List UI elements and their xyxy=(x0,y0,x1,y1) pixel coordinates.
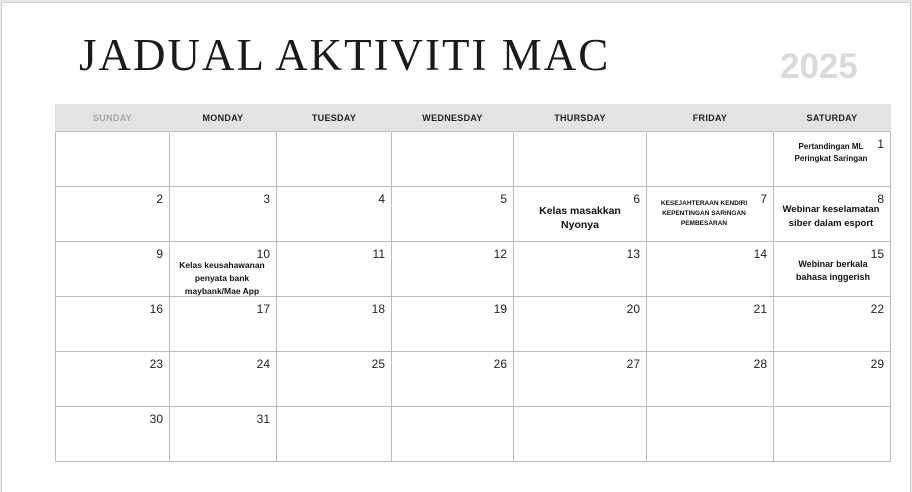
week-row xyxy=(56,297,891,352)
week-row xyxy=(56,187,891,242)
day-number: 11 xyxy=(372,247,385,261)
day-cell[interactable] xyxy=(392,352,514,407)
week-row xyxy=(56,407,891,462)
day-number: 23 xyxy=(149,357,163,371)
event-text: Pertandingan ML Peringkat Saringan xyxy=(794,142,868,163)
day-cell-mar10[interactable] xyxy=(170,242,277,297)
day-number: 19 xyxy=(493,302,507,316)
day-number: 2 xyxy=(156,192,163,206)
week-row xyxy=(56,132,891,187)
day-cell[interactable] xyxy=(277,352,392,407)
day-cell[interactable] xyxy=(277,132,392,187)
day-number: 27 xyxy=(626,357,640,371)
day-number: 3 xyxy=(263,192,270,206)
week-row xyxy=(56,242,891,297)
day-cell[interactable] xyxy=(277,187,392,242)
day-cell[interactable] xyxy=(392,187,514,242)
calendar-grid xyxy=(55,104,891,462)
day-number: 22 xyxy=(870,302,884,316)
calendar-page xyxy=(1,2,911,492)
day-cell[interactable] xyxy=(56,187,170,242)
day-cell[interactable] xyxy=(392,132,514,187)
day-cell[interactable] xyxy=(514,242,647,297)
day-number: 1 xyxy=(877,137,884,151)
weekday-thursday: THURSDAY xyxy=(514,104,647,132)
day-number: 28 xyxy=(753,357,767,371)
event-text: Kelas masakkan Nyonya xyxy=(539,205,621,231)
day-number: 16 xyxy=(149,302,163,316)
day-cell[interactable] xyxy=(56,132,170,187)
event-text: KESEJAHTERAAN KENDIRI KEPENTINGAN SARINGAN PEMBESARAN xyxy=(660,200,748,227)
weekday-header-row xyxy=(56,104,891,132)
weekday-saturday: SATURDAY xyxy=(774,104,891,132)
day-cell[interactable] xyxy=(170,297,277,352)
day-cell[interactable] xyxy=(56,242,170,297)
day-cell[interactable] xyxy=(514,407,647,462)
day-cell[interactable] xyxy=(514,132,647,187)
day-number: 25 xyxy=(371,357,385,371)
day-number: 12 xyxy=(493,247,507,261)
day-number: 8 xyxy=(877,192,884,206)
day-number: 21 xyxy=(753,302,767,316)
day-number: 30 xyxy=(149,412,163,426)
day-cell[interactable] xyxy=(514,352,647,407)
day-number: 7 xyxy=(760,192,767,206)
day-cell[interactable] xyxy=(647,132,774,187)
day-cell[interactable] xyxy=(170,132,277,187)
day-cell[interactable] xyxy=(514,297,647,352)
day-cell[interactable] xyxy=(170,407,277,462)
day-cell[interactable] xyxy=(774,352,891,407)
event-text: Kelas keusahawanan penyata bank maybank/Mae App xyxy=(179,260,265,296)
day-cell[interactable] xyxy=(392,407,514,462)
day-cell-mar7[interactable] xyxy=(647,187,774,242)
day-cell[interactable] xyxy=(392,242,514,297)
day-cell-mar1[interactable] xyxy=(774,132,891,187)
day-cell[interactable] xyxy=(56,407,170,462)
day-number: 14 xyxy=(753,247,767,261)
day-number: 13 xyxy=(626,247,640,261)
day-number: 10 xyxy=(256,247,270,261)
weekday-monday: MONDAY xyxy=(170,104,277,132)
day-number: 15 xyxy=(870,247,884,261)
day-cell[interactable] xyxy=(647,352,774,407)
weekday-tuesday: TUESDAY xyxy=(277,104,392,132)
day-cell-mar8[interactable] xyxy=(774,187,891,242)
day-cell[interactable] xyxy=(56,297,170,352)
day-cell[interactable] xyxy=(392,297,514,352)
week-row xyxy=(56,352,891,407)
day-number: 9 xyxy=(156,247,163,261)
day-cell[interactable] xyxy=(647,242,774,297)
day-number: 20 xyxy=(626,302,640,316)
event-text: Webinar berkala bahasa inggerish xyxy=(795,259,871,282)
day-cell[interactable] xyxy=(647,297,774,352)
day-number: 18 xyxy=(371,302,385,316)
day-cell[interactable] xyxy=(277,407,392,462)
day-cell[interactable] xyxy=(56,352,170,407)
day-cell-mar6[interactable] xyxy=(514,187,647,242)
day-cell[interactable] xyxy=(774,297,891,352)
day-cell-mar15[interactable] xyxy=(774,242,891,297)
weekday-wednesday: WEDNESDAY xyxy=(392,104,514,132)
day-cell[interactable] xyxy=(277,242,392,297)
weekday-friday: FRIDAY xyxy=(647,104,774,132)
day-cell[interactable] xyxy=(774,407,891,462)
day-cell[interactable] xyxy=(277,297,392,352)
day-number: 31 xyxy=(256,412,270,426)
day-cell[interactable] xyxy=(647,407,774,462)
day-cell[interactable] xyxy=(170,187,277,242)
page-title: JADUAL AKTIVITI MAC xyxy=(79,30,611,80)
day-number: 24 xyxy=(256,357,270,371)
day-number: 6 xyxy=(633,192,640,206)
event-text: Webinar keselamatan siber dalam esport xyxy=(782,204,880,229)
day-number: 17 xyxy=(256,302,270,316)
day-number: 29 xyxy=(870,357,884,371)
day-number: 4 xyxy=(378,192,385,206)
year-label: 2025 xyxy=(780,47,858,86)
day-cell[interactable] xyxy=(170,352,277,407)
day-number: 26 xyxy=(493,357,507,371)
day-number: 5 xyxy=(500,192,507,206)
weekday-sunday: SUNDAY xyxy=(56,104,170,132)
